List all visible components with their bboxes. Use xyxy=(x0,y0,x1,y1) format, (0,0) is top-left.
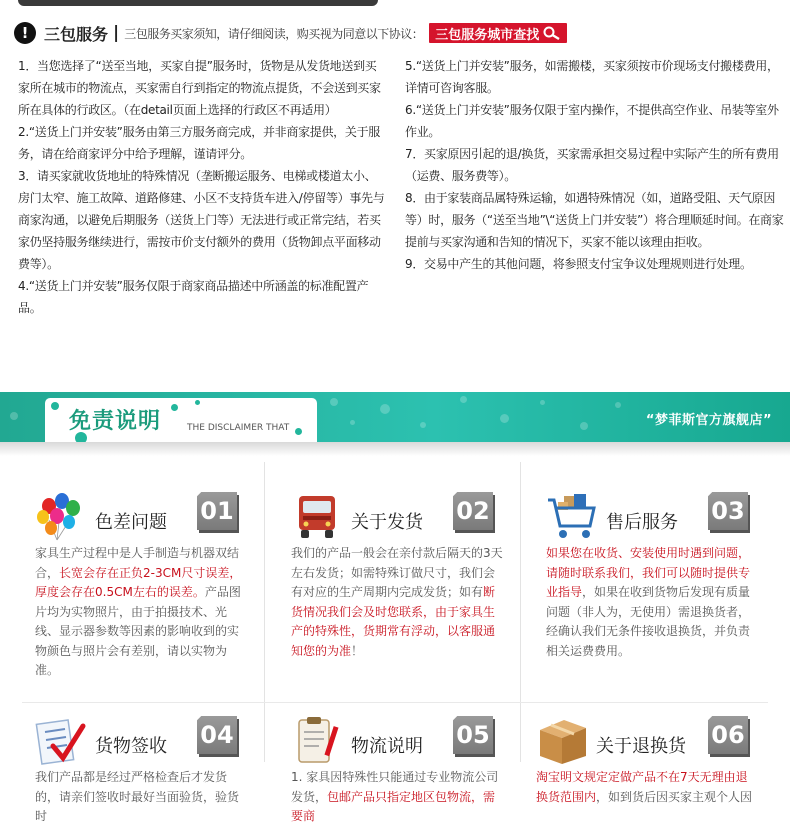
card-text: ，如果在收到货物后发现有质量问题（非人为，无使用）需退换货者，经确认我们无条件接收退换货，并负责相关运费费用。 xyxy=(546,585,751,658)
term-item: 3．请买家就收货地址的特殊情况（垄断搬运服务、电梯或楼道太小、房门太窄、施工故障、道路修建、小区不支持货车进入/停留等）事先与商家沟通，以避免后期服务（送货上门等）无法进行或正常完结，若买家仍坚持服务继续进行，需按市价支付额外的费用（货物卸点平面移动费等）。 xyxy=(18,169,385,271)
card-returns xyxy=(536,716,768,804)
card-text: 1. 家具因特殊性只能通过专业物流公司发货， xyxy=(291,770,499,804)
card-color-difference xyxy=(35,492,255,692)
clipboard-icon xyxy=(291,716,343,766)
card-body xyxy=(536,768,758,807)
card-body xyxy=(546,544,760,661)
store-name: “梦菲斯官方旗舰店” xyxy=(645,413,772,428)
city-search-button[interactable] xyxy=(429,23,567,43)
disclaimer-tab xyxy=(45,398,317,442)
card-highlight: 长宽会存在正负2-3CM尺寸误差，厚度会存在0.5CM左右的误差。 xyxy=(35,565,242,599)
term-item: 7．买家原因引起的退/换货，买家需承担交易过程中实际产生的所有费用（运费、服务费等）。 xyxy=(405,147,779,183)
banner-shadow xyxy=(0,442,790,456)
card-body xyxy=(291,768,505,827)
card-receipt xyxy=(35,716,255,823)
card-body xyxy=(291,544,505,661)
card-highlight: 断货情况我们会及时您联系，由于家具生产的特殊性，货期常有浮动，以客服通知您的为准 xyxy=(291,585,496,658)
card-title: 物流说明 xyxy=(351,736,423,757)
card-after-sales xyxy=(546,492,768,692)
three-guarantees-header xyxy=(14,20,567,46)
card-logistics xyxy=(291,716,511,823)
terms-left-column xyxy=(18,55,386,319)
card-text: 家具生产过程中是人手制造与机器双结合， xyxy=(35,546,240,580)
term-item: 8．由于家装商品属特殊运输，如遇特殊情况（如，道路受阻、天气原因等）时，服务（“送至当地”\“送货上门并安装”）将合理顺延时间。在商家提前与买家沟通和告知的情况下，买家不能以该理由拒收。 xyxy=(405,191,784,249)
term-item: 2.“送货上门并安装”服务由第三方服务商完成，并非商家提供，关于服务，请在给商家评分中给予理解，谨请评分。 xyxy=(18,125,380,161)
truck-icon xyxy=(291,492,343,542)
column-divider xyxy=(264,462,265,762)
card-body xyxy=(35,544,249,681)
cart-icon xyxy=(546,492,598,542)
header-title: 三包服务 xyxy=(44,24,109,44)
card-text: ，如到货后因买家主观个人因 xyxy=(596,789,753,804)
card-title: 色差问题 xyxy=(95,512,167,533)
box-icon xyxy=(536,716,588,766)
term-item: 9．交易中产生的其他问题，将参照支付宝争议处理规则进行处理。 xyxy=(405,257,752,271)
checklist-icon xyxy=(35,716,87,766)
card-highlight: 包邮产品只指定地区包物流，需要商 xyxy=(291,789,496,823)
card-body xyxy=(35,768,249,827)
column-divider xyxy=(520,462,521,762)
row-divider xyxy=(22,702,768,703)
term-item: 1．当您选择了“送至当地，买家自提”服务时，货物是从发货地送到买家所在城市的物流点，买家需自行到指定的物流点提货，不会送到买家所在具体的行政区。（在detail页面上选择的行政区不再适用） xyxy=(18,59,381,117)
card-title: 关于退换货 xyxy=(596,736,686,757)
header-separator: | xyxy=(113,23,120,43)
city-search-label: 三包服务城市查找 xyxy=(435,27,540,43)
card-number-badge: 02 xyxy=(453,492,493,530)
card-highlight: 淘宝明文规定定做产品不在7天无理由退换货范围内 xyxy=(536,770,748,804)
card-text: ！ xyxy=(351,643,364,658)
disclaimer-title: 免责说明 xyxy=(69,409,162,434)
card-text: 我们产品都是经过严格检查后才发货的，请亲们签收时最好当面验货，验货时 xyxy=(35,770,240,823)
card-title: 售后服务 xyxy=(606,512,678,533)
header-notice: 三包服务买家须知，请仔细阅读，购买视为同意以下协议： xyxy=(124,26,424,41)
terms-right-column xyxy=(405,55,785,275)
search-icon xyxy=(543,26,561,40)
top-decor-bar xyxy=(18,0,378,6)
card-highlight: 如果您在收货、安装使用时遇到问题，请随时联系我们，我们可以随时提供专业指导 xyxy=(546,546,751,599)
card-title: 货物签收 xyxy=(95,736,167,757)
card-text: 产品图片均为实物照片，由于拍摄技术、光线、显示器参数等因素的影响收到的实物颜色与照片会有差别，请以实物为准。 xyxy=(35,585,241,677)
card-text: 我们的产品一般会在亲付款后隔天的3天左右发货；如需特殊订做尺寸，我们会有对应的生产周期内完成发货；如有 xyxy=(291,546,503,599)
card-number-badge: 03 xyxy=(708,492,748,530)
term-item: 6.“送货上门并安装”服务仅限于室内操作，不提供高空作业、吊装等室外作业。 xyxy=(405,103,779,139)
balloons-icon xyxy=(35,492,87,542)
term-item: 4.“送货上门并安装”服务仅限于商家商品描述中所涵盖的标准配置产品。 xyxy=(18,279,369,315)
disclaimer-subtitle: THE DISCLAIMER THAT xyxy=(187,423,290,433)
card-title: 关于发货 xyxy=(351,512,423,533)
card-number-badge: 05 xyxy=(453,716,493,754)
card-number-badge: 06 xyxy=(708,716,748,754)
exclamation-icon: ! xyxy=(14,22,36,44)
card-number-badge: 04 xyxy=(197,716,237,754)
card-shipping xyxy=(291,492,511,692)
term-item: 5.“送货上门并安装”服务，如需搬楼，买家须按市价现场支付搬楼费用，详情可咨询客服。 xyxy=(405,59,779,95)
card-number-badge: 01 xyxy=(197,492,237,530)
